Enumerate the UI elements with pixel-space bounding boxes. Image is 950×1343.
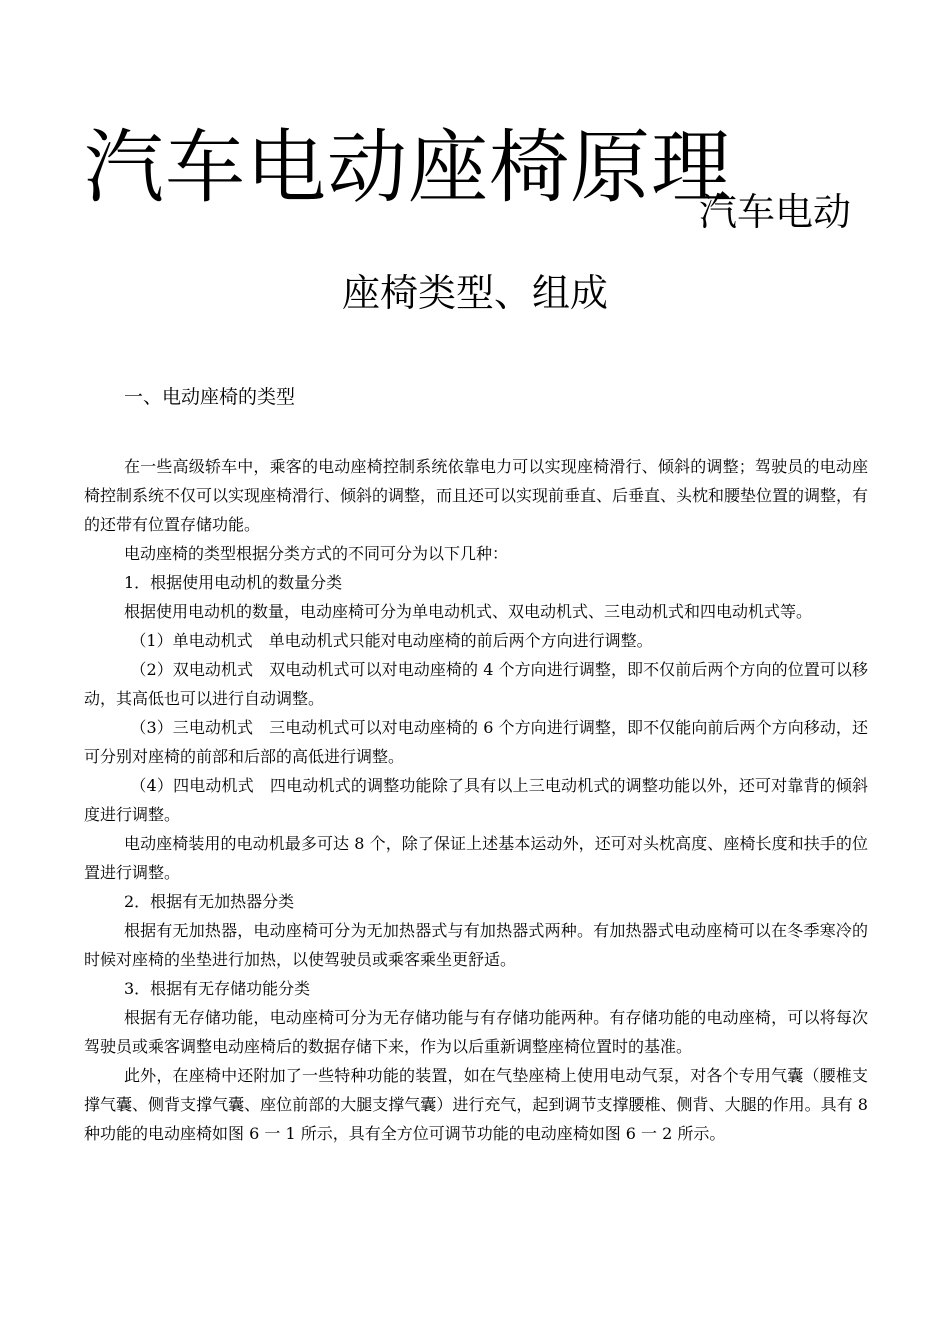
document-title-second-line: 座椅类型、组成 [341,271,608,315]
paragraph-max-motors: 电动座椅装用的电动机最多可达 8 个，除了保证上述基本运动外，还可对头枕高度、座椅长度和扶手的位置进行调整。 [84,834,868,882]
body-text [84,452,868,1148]
paragraph-motor-count: 根据使用电动机的数量，电动座椅可分为单电动机式、双电动机式、三电动机式和四电动机式等。 [124,602,813,621]
paragraph-intro: 在一些高级轿车中，乘客的电动座椅控制系统依靠电力可以实现座椅滑行、倾斜的调整；驾驶员的电动座椅控制系统不仅可以实现座椅滑行、倾斜的调整，而且还可以实现前垂直、后垂直、头枕和腰垫位置的调整，有的还带有位置存储功能。 [84,457,869,534]
subheading-memory: 3．根据有无存储功能分类 [124,979,311,998]
paragraph-memory: 根据有无存储功能，电动座椅可分为无存储功能与有存储功能两种。有存储功能的电动座椅，可以将每次驾驶员或乘客调整电动座椅后的数据存储下来，作为以后重新调整座椅位置时的基准。 [84,1008,868,1056]
document-title-continuation: 汽车电动 [699,190,852,234]
paragraph-heater: 根据有无加热器，电动座椅可分为无加热器式与有加热器式两种。有加热器式电动座椅可以在冬季寒冷的时候对座椅的坐垫进行加热，以使驾驶员或乘客乘坐更舒适。 [84,921,868,969]
list-item-quad-motor: （4）四电动机式 四电动机式的调整功能除了具有以上三电动机式的调整功能以外，还可对靠背的倾斜度进行调整。 [84,776,868,824]
section-heading: 一、电动座椅的类型 [124,386,296,408]
paragraph-special-functions: 此外，在座椅中还附加了一些特种功能的装置，如在气垫座椅上使用电动气泵，对各个专用气囊（腰椎支撑气囊、侧背支撑气囊、座位前部的大腿支撑气囊）进行充气，起到调节支撑腰椎、侧背、大腿的作用。具有 8 种功能的电动座椅如图 6 一 1 所示，具有全方位可调节功能的电动座椅如图 6 一 2 所示。 [84,1066,868,1143]
subheading-heater: 2．根据有无加热器分类 [124,892,295,911]
paragraph-classification: 电动座椅的类型根据分类方式的不同可分为以下几种： [124,544,509,563]
document-title: 汽车电动座椅原理 [84,121,732,214]
list-item-single-motor: （1）单电动机式 单电动机式只能对电动座椅的前后两个方向进行调整。 [130,631,653,650]
list-item-triple-motor: （3）三电动机式 三电动机式可以对电动座椅的 6 个方向进行调整，即不仅能向前后两个方向移动，还可分别对座椅的前部和后部的高低进行调整。 [84,718,868,766]
subheading-motor-count: 1．根据使用电动机的数量分类 [124,573,343,592]
list-item-dual-motor: （2）双电动机式 双电动机式可以对电动座椅的 4 个方向进行调整，即不仅前后两个方向的位置可以移动，其高低也可以进行自动调整。 [84,660,868,708]
